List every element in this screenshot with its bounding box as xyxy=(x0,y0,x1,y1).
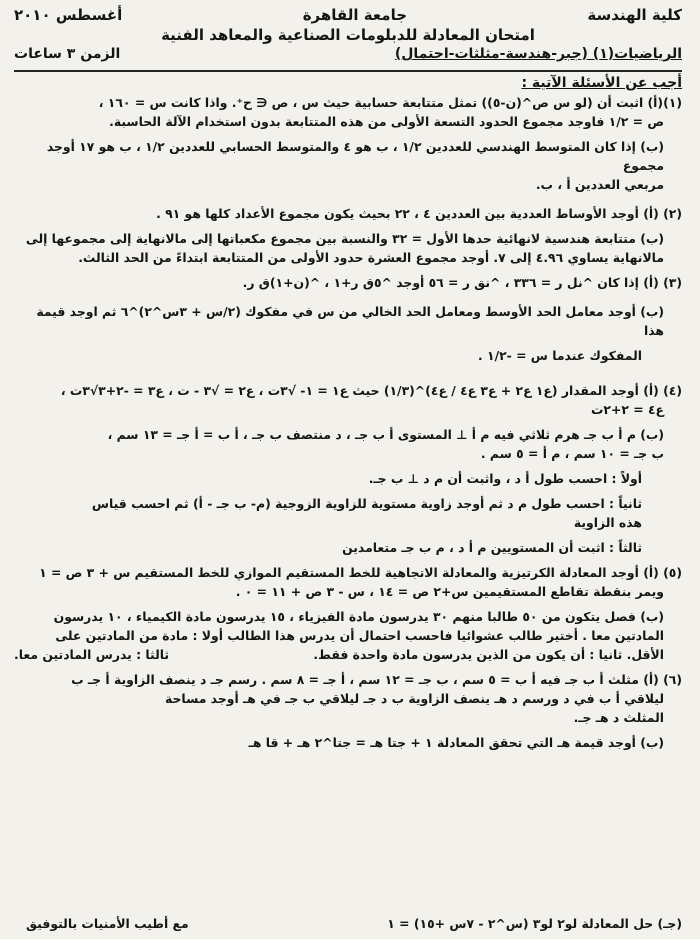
university-name: جامعة القاهرة xyxy=(302,6,408,24)
q1a-line-2: ص = ١/٢ فاوجد مجموع الحدود التسعة الأولى من هذه المتتابعة بدون استخدام الآلة الحاسبة. xyxy=(109,114,664,129)
q6a-line-1: (٦) (أ) مثلث أ ب جـ فيه أ ب = ٥ سم ، ب جـ = ١٢ سم ، أ جـ = ٨ سم . رسم جـ د ينصف الزاوية أ جـ ب xyxy=(71,672,682,687)
question-1 xyxy=(14,93,682,194)
q1b-line-2: مربعي العددين أ ، ب. xyxy=(535,177,664,192)
q1a-line-1: (١)(أ) اثبت أن (لو س ص^(ن-٥)) تمثل متتابعة حسابية حيث س ، ص ∈ ح⁺. واذا كانت س = ١٦٠ ، xyxy=(98,95,682,110)
question-2 xyxy=(14,204,682,267)
q4b-part-iii: ثالثاً : اثبت أن المستويين م أ د ، م ب جـ متعامدين xyxy=(342,540,642,555)
q4b-line-1: (ب) م أ ب جـ هرم ثلاثي فيه م أ ⊥ المستوى أ ب جـ ، د منتصف ب جـ ، أ ب = أ جـ = ١٣ سم ، xyxy=(107,427,664,442)
exam-date: أغسطس ٢٠١٠ xyxy=(14,6,123,24)
exam-duration: الزمن ٣ ساعات xyxy=(14,46,121,62)
q5b-line-3: الأقل. ثانيا : أن يكون من الذين يدرسون مادة واحدة فقط. xyxy=(313,647,664,662)
q5b-line-1: (ب) فصل يتكون من ٥٠ طالبا منهم ٣٠ يدرسون مادة الفيزياء ، ١٥ يدرسون مادة الكيمياء ، ١٠ يدرسون xyxy=(53,609,664,624)
q4a-line-2: ع٤ = ٢+٢ت xyxy=(590,402,664,417)
q2a-line: (٢) (أ) أوجد الأوساط العددية بين العددين ٤ ، ٢٢ بحيث يكون مجموع الأعداد كلها هو ٩١ . xyxy=(156,206,682,221)
q4b-part-ii-line-2: هذه الزاوية xyxy=(573,515,642,530)
q6a-line-3: المثلث د هـ جـ. xyxy=(573,710,664,725)
q5b-line-2: المادتين معا . أختير طالب عشوائيا فاحسب احتمال أن يدرس هذا الطالب أولا : مادة من المادتين على xyxy=(55,628,664,643)
q1b-line-1: (ب) إذا كان المتوسط الهندسي للعددين ١/٢ ، ب هو ٤ والمتوسط الحسابي للعددين ١/٢ ، ب هو ١٧ أوجد مجموع xyxy=(46,139,664,173)
exam-title: امتحان المعادلة للدبلومات الصناعية والمعاهد الفنية xyxy=(161,26,535,44)
question-5 xyxy=(14,563,682,664)
instruction: أجب عن الأسئلة الآتية : xyxy=(521,75,682,91)
q4b-line-2: ب جـ = ١٠ سم ، م أ = ٥ سم . xyxy=(480,446,664,461)
subject-title: الرياضيات(١) (جبر-هندسة-مثلثات-احتمال) xyxy=(394,46,682,62)
q6a-line-2: ليلاقي أ ب في د ورسم د هـ ينصف الزاوية ب د جـ ليلاقي ب جـ في هـ أوجد مساحة xyxy=(164,691,664,706)
header-row-3 xyxy=(14,46,682,68)
q4b-part-i: أولاً : احسب طول أ د ، واثبت أن م د ⊥ ب جـ. xyxy=(368,471,642,486)
q2b-line-2: مالانهاية يساوي ٤.٩٦ إلى ٧. أوجد مجموع العشرة حدود الأولى من المتتابعة ابتداءً من الحد الثالث. xyxy=(78,250,664,265)
q6b-line: (ب) أوجد قيمة هـ التي تحقق المعادلة ١ + جتا هـ = جتا^٢ هـ + قا هـ xyxy=(248,735,664,750)
q3b-line-2: المفكوك عندما س = -١/٢ . xyxy=(477,348,642,363)
header-divider xyxy=(14,70,682,72)
q5b-part-iii: ثالثا : يدرس المادتين معا. xyxy=(14,647,170,662)
q3a-line: (٣) (أ) إذا كان ^نل ر = ٣٣٦ ، ^نق ر = ٥٦ أوجد ^٥ق ر+١ ، ^(ن+١)ق ر. xyxy=(242,275,682,290)
question-4 xyxy=(14,381,682,557)
closing-wishes: مع أطيب الأمنيات بالتوفيق xyxy=(26,916,189,931)
q3b-line-1: (ب) أوجد معامل الحد الأوسط ومعامل الحد الخالي من س في مفكوك (٢/س + ٣س^٢)^٦ ثم اوجد قيمة هذا xyxy=(36,304,664,338)
q5b-line-3-row xyxy=(14,645,682,664)
q6c-line: (جـ) حل المعادلة لو٢ لو٣ (س^٢ - ٧س +١٥) = ١ xyxy=(387,916,682,931)
q5a-line-2: ويمر بنقطة تقاطع المستقيمين س+٢ ص = ١٤ ، س - ٣ ص + ١١ = ٠ . xyxy=(235,584,664,599)
q4b-part-ii-line-1: ثانياً : احسب طول م د ثم أوجد زاوية مستوية للزاوية الزوجية (م- ب جـ - أ) ثم احسب قياس xyxy=(91,496,642,511)
faculty-name: كلية الهندسة xyxy=(587,6,682,24)
q4a-line-1: (٤) (أ) أوجد المقدار (ع١ ع٢ + ع٣ ع٤ / ع٤)^(١/٣) حيث ع١ = ١- √٣ت ، ع٢ = √٣ - ت ، ع٣ = -٢+٣√٣ت ، xyxy=(60,383,682,398)
question-3 xyxy=(14,273,682,365)
q2b-line-1: (ب) متتابعة هندسية لانهائية حدها الأول = ٣٢ والنسبة بين مجموع مكعباتها إلى مالانهاية إلى مجموعها إلى xyxy=(25,231,664,246)
question-6 xyxy=(14,670,682,752)
q5a-line-1: (٥) (أ) أوجد المعادلة الكرتيزية والمعادلة الاتجاهية للخط المستقيم الموازي للخط المستقيم س + ٣ ص = ١ xyxy=(39,565,682,580)
header-row-1 xyxy=(14,6,682,26)
header-row-2 xyxy=(14,26,682,46)
